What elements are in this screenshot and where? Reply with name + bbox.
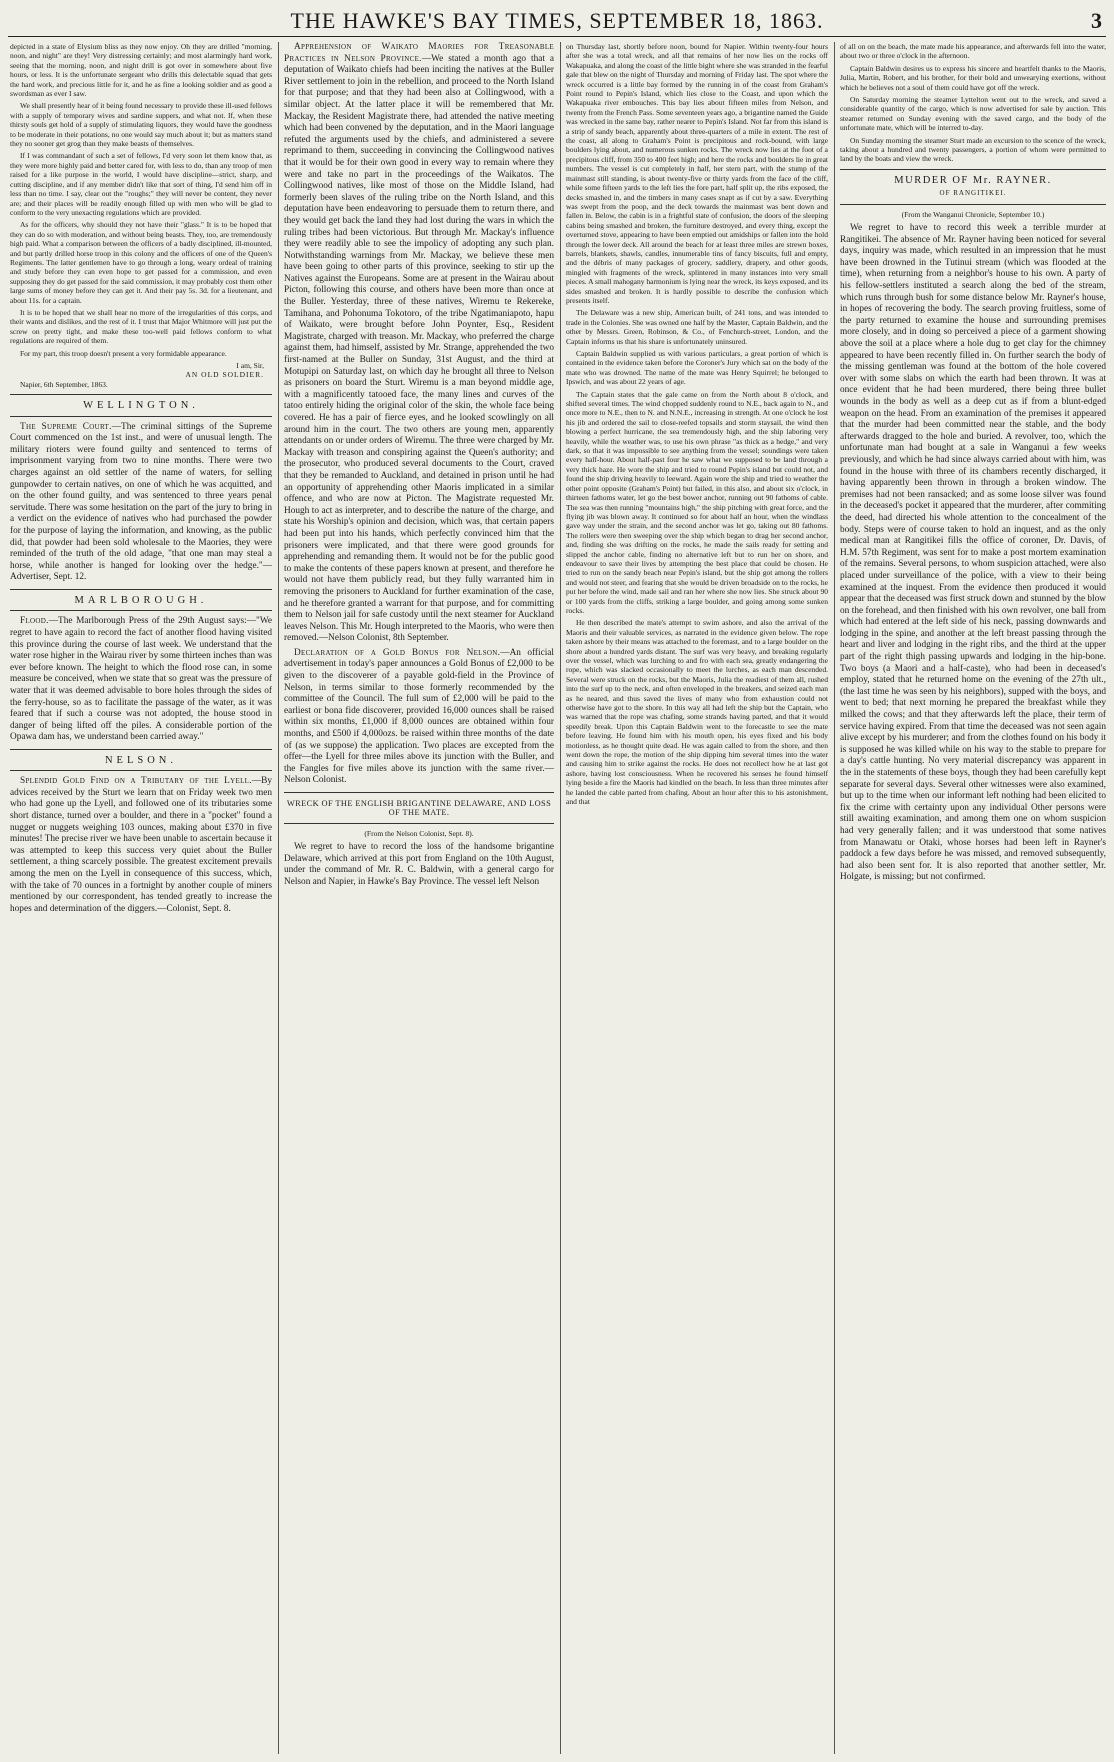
- waikato-article: [284, 42, 554, 645]
- article-lead: Splendid Gold Find on a Tributary of the Lyell.: [20, 776, 252, 787]
- section-rule: [10, 749, 272, 750]
- column-rule: [278, 42, 279, 1754]
- article-lead: The Supreme Court.: [20, 421, 112, 432]
- section-rule: [284, 792, 554, 793]
- masthead: [8, 4, 1106, 37]
- section-subheading: OF RANGITIKEI.: [939, 189, 1007, 198]
- article-body: —An official advertisement in today's paper announces a Gold Bonus of £2,000 to be given to the discoverer of a payable gold-field in the Province of Nelson, in terms similar to those formerly recommended by the committee of the Council. The full sum of £2,000 will be paid to the earliest or bona fide discoverer, provided 16,000 ounces shall be raised within six months, £1,000 if 8,000 ounces are obtained within four months, and £500 if 4,000ozs. be raised within three months of the date of (as we suppose) the application. Two places are excepted from the offer—the Lyell for three miles above its junction with the Buller, and the Fangles for five miles above its junction with the same river.—Nelson Colonist.: [284, 647, 554, 786]
- column-rule: [560, 42, 561, 1754]
- letter-dateline: Napier, 6th September, 1863.: [20, 379, 108, 389]
- murder-article: We regret to have to record this week a terrible murder at Rangitikei. The absence of Mr. Rayner having been noticed for several days, inquiry was made, which resulted in an impression that he must have been drowned in the Tutinui stream (which was flooded at the time), when returning from a neighbor's house to his own. A party of his fellow-settlers instituted a search along the bed of the stream, which runs through bush for some distance below Mr. Rayner's house, in hopes of recovering the body. The search proving fruitless, some of the party returned to examine the house and surrounding premises more closely, and in doing so perceived a piece of a garment showing above the soil at a place where a hole dug to get clay for the chimney appeared to have been recently filled in. On further search the body of the missing gentleman was found at the bottom of the hole covered over with some slabs on which the earth had been thrown. It was at once evident that he had been murdered, there being three bullet wounds in the body as well as a deep cut as if from a blunt-edged weapon on the head. From an examination of the premises it appeared that the murder had been committed near the stable, and the body afterwards dragged to the hole and buried. A revolver, too, which the unfortunate man had bought at a sale in Wanganui a few weeks previously, and which he had since always carried about with him, was found in the house with three of its chambers recently discharged, it having apparently been thrown in through a broken window. The premises had not been ransacked; and as some loose silver was found in the deceased's pocket it appeared that the murderer, after commiting the deed, had directed his whole attention to the concealment of the body. Steps were of course taken to hold an inquest, and as the only medical man at Rangitikei fills the office of coroner, Dr. Davis, of H.M. 57th Regiment, was sent for to make a post mortem examination of the remains. Several persons, to whom suspicion attached, were also placed under surveillance of the police, with a view to their being examined at the inquest. From the evidence then produced it would appear that the deceased was first struck down and stunned by the blow on the forehead, and then finished with his own revolver, one ball from which had entered at the left side of his neck, passing downwards and lodging in the spine, and another at the left breast passing through the heart and liver and lodging in the right ribs, and the third at the upper part of the right thigh passing upwards and lodging in the hip-bone. Two boys (a Maori and a half-caste), who had been in deceased's employ, stated that he returned home on the evening of the 27th ult., (the last time he was seen by his neighbors), supped with the boys, and went to bed; that next morning he prepared the breakfast while they milked the cows; and that they afterwards left the place, their term of service having expired. From that time the deceased was not seen again alive except by his murderer; and from the clothes found on his body it is supposed he was killed while on his way to the stable to prepare for a day's cattle hunting. No very material discrepancy was apparent in the in the statements of these boys, though they had been carefully kept separate for several days. Several other witnesses were also examined, but up to the time when our informant left nothing had been elicited to fix the crime with certainty upon any individual Other persons were still awaiting examination, and among them one on whom suspicion had very generally fallen; and it was understood that some natives from Manawatu or Otaki, whose horses had been left in Rayner's paddock a few days before he was missed, and removed subsequently, had also been sent for. It is also reported that another settler, Mr. Holgate, is missing; but not confirmed.: [840, 223, 1106, 883]
- letter-signature: AN OLD SOLDIER.: [185, 370, 264, 380]
- paper-title: THE HAWKE'S BAY TIMES, SEPTEMBER 18, 1863.: [290, 8, 824, 33]
- wreck-paragraph: on Thursday last, shortly before noon, bound for Napier. Within twenty-four hours after she was a total wreck, and all that remains of her now lies on the rocks off Wakapuaka, and along the coast of the little bight where she was stranded in the fearful gale that blew on the night of Thursday and morning of Friday last. The spot where the wreck occurred is a little bay formed by the running in of the coast from Graham's Point round to Pepin's Island, which lies close to the Coast, and upon which the Wakapuaka river embouches. This bay lies about fifteen miles from Nelson, and twenty from the French Pass. Some seventeen years ago, a brigantine named the Guide was wrecked in the same bay, rather nearer to Pepin's Island. Not far from this island is a strip of sandy beach, apparently about three-quarters of a mile in extent. The rest of the coast, all along to Graham's Point is precipitous and rock-bound, with large boulders lying about, and numerous sunken rocks. The wreck now lies at the foot of a precipitous cliff, from 350 to 400 feet high; and here the rocks and boulders lie in great numbers. The vessel is cut completely in half, her stern part, with the stump of the mainmast still standing, is about twenty-five or thirty yards from the face of the cliff, while some fifteen yards to the left lies the fore part, half split up, the ribs exposed, the decks smashed in, and the timbers in many cases snapt as if cut by a saw. Everything was swept from the poop, and the deck towards the mainmast was bent down and fallen in. Below, the cabin is in a frightful state of confusion, the doors of the sleeping cabins being smashed and broken, the furniture destroyed, and every thing, except the overturned stove, appearing to have been emptied out amidships or fallen into the hold through the lower deck. All around the beach for at least three miles are strewn boxes, barrels, blankets, shawls, candles, innumerable tins of fancy biscuits, full and empty, and the débris of many packages of grocery, saddlery, drapery, and other goods, mingled with fragments of the wreck, splintered in many instances into very small pieces. A small mahogany harmonium is lying near the wreck, its keys exposed, and its sides smashed and broken. It is hardly possible to describe the confusion which presents itself.: [566, 42, 828, 305]
- wreck-paragraph: On Saturday morning the steamer Lyttelton went out to the wreck, and saved a considerable quantity of the cargo, which is now advertised for sale by auction. This steamer returned on Sunday evening with the saved cargo, and the body of the unfortunate mate, which will be interred to-day.: [840, 95, 1106, 133]
- page-number: 3: [1091, 8, 1102, 33]
- wreck-paragraph: Captain Baldwin supplied us with various particulars, a great portion of which is contained in the evidence taken before the Coroner's Jury which sat on the body of the mate who was drowned. The name of the mate was Henry Squirrel; he belonged to Ipswich, and was about 22 years of age.: [566, 349, 828, 387]
- wreck-paragraph: On Sunday morning the steamer Sturt made an excursion to the scence of the wreck, taking about a hundred and twenty passengers, a portion of whom were permitted to land by the boats and view the wreck.: [840, 135, 1106, 164]
- wreck-paragraph: The Captain states that the gale came on from the North about 8 o'clock, and shifted several times. The wind chopped suddenly round to N.E., back again to N., and once more to N.E., then to N. and N.N.E., increasing in strength. At one o'clock he lost his jib and ordered the sail to close-reefed topsails and storm staysail, the wind then blowing a perfect hurricane, the sea tremendously high, and the ship laboring very heavily, while the weather was, to use his own phrase "as thick as a hedge," and very dark, so that it was impossible to see anything from the vessel; soundings were taken every half-hour. About half-past four he saw what we supposed to be land through a very thick haze. He wore the ship and tried to round Pepin's island but could not, and found the ship driving heavily to leeward. Again wore the ship and tried to weather the other point opposite (Graham's Point) but failed, in this also, and about six o'clock, in thirteen fathoms water, let go the best bower anchor, running out 90 fathoms of cable. The sea was then running "mountains high," the ship pitching with great force, and the flying jib was blown away. It continued so for about half an hour, when the windlass gave way under the strain, and the second anchor was let go, taking out 80 fathoms. The rollers were then sweeping over the ship which began to drag her second anchor, and, finding she was drifting on the rocks, he made the sails ready for setting and slipped the anchor cable, finding no alternative left but to run her on shore, and endeavour to save their lives by attempting the best place that could be chosen. He tried to run on the sandy beach near Pepin's island, but the ship got among the rollers and would not steer, and fearing that she would be driven broadside on to the rocks, he put her before the wind, made sail and ran her where she now lies. She struck about 90 or 100 yards from the cliffs, striking a large boulder, and going among some sunken rocks.: [566, 389, 828, 615]
- wreck-headline: WRECK OF THE ENGLISH BRIGANTINE DELAWARE, AND LOSS OF THE MATE.: [286, 799, 552, 818]
- marlborough-article: [10, 616, 272, 744]
- article-body: —The criminal sittings of the Supreme Court commenced on the 1st inst., and were of unusual length. The military rioters were found guilty and sentenced to terms of imprisonment varying from two to nine months. There were two charges against an old settler of the name of waters, for selling gunpowder to certain natives, on one of which he was acquitted, and on the other found guilty, and was sentenced to three years penal servitude. There was some hesitation on the part of the jury to bring in a verdict on the evidence of natives who had purchased the powder for the purpose of laying the information, and knowing, as the public did, that powder had been sold wholesale to the Maories, they were reminded of the truth of the old adage, "that one man may steal a horse, while another is hanged for looking over the hedge."—Advertiser, Sept. 12.: [10, 421, 272, 583]
- article-lead: Apprehension of Waikato Maories for Treasonable Practices in Nelson Province.: [284, 42, 554, 64]
- section-rule: [840, 169, 1106, 170]
- letter-paragraph: As for the officers, why should they not have their "glass." It is to be hoped that they can do so with moderation, and without being beasts. They, too, are tremendously high paid. What a comparison between the officers of a badly disciplined, ill-mounted, and but partly drilled horse troop in this colony and the officers of one of the Queen's Regiments. The latter gentlemen have to go through a long, weary ordeal of training and study before they can even hope to get passed for a commission, and even supposing they do get passed for the said commission, it may probably cost them other large sums of money before they can get it. And their pay 5s. 3d. for a lieutenant, and about 11s. for a captain.: [10, 220, 272, 305]
- article-lead: Flood.: [20, 616, 49, 627]
- section-rule: [284, 823, 554, 824]
- nelson-article: [10, 776, 272, 915]
- article-body: —We stated a month ago that a deputation of Waikato chiefs had been inciting the natives at the Buller River settlement to join in the rebellion, and proceed to the North Island for that purpose; and that they had been also at Collingwood, with a similar object. At the latter place it will be remembered that Mr. Mackay, the Resident Magistrate there, had attended the native meeting which had been convened by the deputation, and in the Maori language refuted the arguments used by the chiefs, and administered a severe reprimand to them, succeeding in convincing the Collingwood natives that it would be for their own good in every way to remain where they were and take no part in the proceedings of the Waikatos. The Collingwood natives, like most of those on the Middle Island, had formerly been slaves of the ruling tribe on the North Island, and this deputation have been endeavoring to persuade them to return there, and they would get back the land they had lost during the wars in which the ruling tribes had been victorious. But through Mr. Mackay's influence they were readily able to see the impolicy of adopting any such plan. Notwithstanding warnings from Mr. Mackay, we believe these men have been going to other parts of this province, seeking to stir up the Natives against the Europeans. Some are at present in the Wairau about Picton, following this course, and others have been more than once at the Buller. Yesterday, three of these natives, Wiremu te Rekereke, Tamihana, and Pohonuma Tokotoro, of the tribe Ngatimaniapoto, hapu of Waikato, were brought before John Poynter, Esq., Resident Magistrate, charged with treason. Mr. Mackay, who preferred the charge against them, had himself, assisted by Mr. Strange, apprehended the two first-named at the Buller on Sunday, 31st August, and the third at Motupipi on Saturday last, on which day he brought all three to Nelson as prisoners on board the Sturt. Wiremu is a man beyond middle age, with a magnificently tatooed face, the many lines and curves of the tatoo entirely hiding the original color of the skin, the whole face being covered. He has a pair of fierce eyes, and he looked scowlingly on all around him in the court. The two others are young men, apparently attendants on or under orders of Wiremu. The three were charged by Mr. Mackay with treason and conspiring against the Queen's authority; and the prosecutor, who produced several documents to the Court, craved that they be remanded to Auckland, and detained in prison until he had an opportunity of apprehending other Maoris implicated in a similar offence, and who are now at Picton. The Magistrate requested Mr. Hough to act as interpreter, and to describe the nature of the charge, and state his Worship's opinion and decision, which was, that certain papers had been put into his hands, which perfectly convinced him that the prisoners were implicated, and that there were good grounds for apprehending and remanding them. It would not be for the public good to make the contents of these papers known at present, and therefore he would not have them publicly read, but they fully warranted him in removing the prisoners to Auckland for further examination of the case, and he therefore granted a warrant for that purpose, and for committing them to Nelson jail for safe custody until the next steamer for Auckland leaves Nelson. This Mr. Hough interpreted to the Maoris, who were then removed.—Nelson Colonist, 8th September.: [284, 53, 554, 644]
- article-body: —The Marlborough Press of the 29th August says:—"We regret to have again to record the fact of another flood having visited this province during the course of last week. We understand that the water rose higher in the Wairau river by some thirteen inches than was ever before known. The height to which the flood rose can, in some measure be conceived, when we state that so great was the pressure of water that it was deemed advisable to bore holes through the sides of the ferry-house, so as to facilitate the passage of the water, as it was feared that if such a course was not adopted, the house stood in danger of being lifted off the piles. A considerable portion of the Opawa dam has, we understand been carried away.": [10, 616, 272, 743]
- section-heading-wellington: WELLINGTON.: [83, 400, 199, 412]
- letter-paragraph: depicted in a state of Elysium bliss as they now enjoy. Oh they are drilled "morning, noon, and night" are they! Very distressing certainly; and most alarmingly hard work, seeing that the morning, noon, and night drill is got over in somewhere about five hours, or less. It is the unfortunate sergeant who drills this delectable squad that gets the hard work, and precious little for it, and he as fine a looking soldier and as good a swordsman as ever I saw.: [10, 42, 272, 99]
- section-rule: [840, 204, 1106, 205]
- wreck-article-start: We regret to have to record the loss of the handsome brigantine Delaware, which arrived at this port from England on the 10th August, under the command of Mr. R. C. Baldwin, with a general cargo for Nelson and Napier, in Hawke's Bay Province. The vessel left Nelson: [284, 842, 554, 887]
- wreck-source: (From the Nelson Colonist, Sept. 8).: [364, 828, 474, 838]
- section-heading-murder: MURDER OF Mr. RAYNER.: [894, 174, 1052, 186]
- column-3: [566, 42, 828, 1754]
- letter-sign-off: I am, Sir,: [236, 361, 264, 370]
- section-rule: [10, 770, 272, 771]
- column-4: [840, 42, 1106, 1754]
- wreck-paragraph: of all on on the beach, the mate made his appearance, and afterwards fell into the water, about two or three o'clock in the afternoon.: [840, 42, 1106, 61]
- letter-paragraph: For my part, this troop doesn't present a very formidable appearance.: [20, 348, 227, 358]
- wreck-paragraph: The Delaware was a new ship, American built, of 241 tons, and was intended to trade in the Colonies. She was owned one half by the Master, Captain Baldwin, and the other by Messrs. Green, Robinson, & Co., of Fenchurch-street, London, and the Captain informs us that his share is unfortunately uninsured.: [566, 308, 828, 346]
- column-1: [10, 42, 272, 1754]
- column-2: [284, 42, 554, 1754]
- gold-bonus-article: [284, 648, 554, 787]
- murder-source: (From the Wanganui Chronicle, September 10.): [901, 209, 1045, 219]
- letter-paragraph: We shall presently hear of it being found necessary to provide these ill-used fellows with a supply of temporary wives and sardine suppers, and what not. If, when these thirsty souls get hold of a supply of stimulating liquors, they would have the goodness to be moderate in their potations, no one would say much about it; but as matters stand they no sooner get grog than they make beasts of themselves.: [10, 101, 272, 149]
- section-rule: [10, 589, 272, 590]
- section-rule: [10, 610, 272, 611]
- section-rule: [10, 394, 272, 395]
- wreck-paragraph: He then described the mate's attempt to swim ashore, and also the arrival of the Maoris and their valuable services, as narrated in the evidence given below. The rope taken ashore by their means was attached to the foremast, and to a large boulder on the shore about a hundred yards distant. The surf was very heavy, and breaking regularly over the vessel, which was lurching to and fro with each sea, greatly endangering the rope, which was slacked occasionally to meet the lurches, as each man descended. Several were struck on the rocks, but the Maoris, Julia the readiest of them all, rushed into the surf up to the neck, and often enveloped in the breakers, and seized each man as he neared, and thus saved the lives of many who from exhaustion could not otherwise have got to the shore. In this way all had left the ship but the Captain, who was warned that the rope was chafing, some strands having parted, and that it would speedily break. Upon this Captain Baldwin went to the forecastle to see the mate before leaving. He found him with his mouth open, his eyes fixed and his body motionless, as he thought quite dead. He was again called to from the shore, and then went down the rope, the motion of the ship dipping him several times into the water and causing him to strike against the rocks. He does not recollect how he at last got ashore, having lost consciousness. When he recovered his senses he found himself lying beside a fire the Maoris had kindled on the beach. In less than three minutes after he landed the cable parted from chafing. About an hour after this to his astonishment, and that: [566, 618, 828, 807]
- wreck-paragraph: Captain Baldwin desires us to express his sincere and heartfelt thanks to the Maoris, Julia, Martin, Robert, and his brother, for their bold and unwearying exertions, without which he believes not a soul of them could have got off the wreck.: [840, 63, 1106, 92]
- section-heading-nelson: NELSON.: [104, 754, 178, 766]
- wellington-article: [10, 422, 272, 584]
- article-body: —By advices received by the Sturt we learn that on Friday week two men who had gone up the Lyell, and followed one of its tributaries some short distance, turned over a boulder, and there in a "pocket" found a nugget or nuggets weighing 103 ounces, making about £370 in five minutes! The precise river we have been unable to ascertain because it was attempted to keep this success very quiet about the Buller settlement, a thing scarcely possible. The greatest excitement prevails among the men on the Lyell in consequence of this success, which, with the take of 70 ounces in a fortnight by another couple of miners mentioned by our correspondent, has tended greatly to increase the hopes and determination of the diggers.—Colonist, Sept. 8.: [10, 776, 272, 914]
- letter-paragraph: If I was commandant of such a set of fellows, I'd very soon let them know that, as they were more highly paid and better cared for, with less to do, than any troop of men raised for a like purpose in the world, I would have discipline—strict, sharp, and cutting discipline, and if any member didn't like that sort of thing, I'd send him off in less than no time. I say, clear out the "roughs;" they will never be content, they never are; and their places will be readily enough filled up with men who will be glad to conform to the very unexacting regulations which are provided.: [10, 151, 272, 217]
- section-rule: [10, 416, 272, 417]
- letter-paragraph: It is to be hoped that we shall hear no more of the irregularities of this corps, and their wants and dislikes, and the rest of it. I trust that Major Whitmore will just put the screw on pretty tight, and make these too-well paid fellows conform to what regulations are required of them.: [10, 307, 272, 346]
- column-rule: [834, 42, 835, 1754]
- section-heading-marlborough: MARLBOROUGH.: [74, 594, 208, 606]
- article-lead: Declaration of a Gold Bonus for Nelson.: [294, 647, 501, 658]
